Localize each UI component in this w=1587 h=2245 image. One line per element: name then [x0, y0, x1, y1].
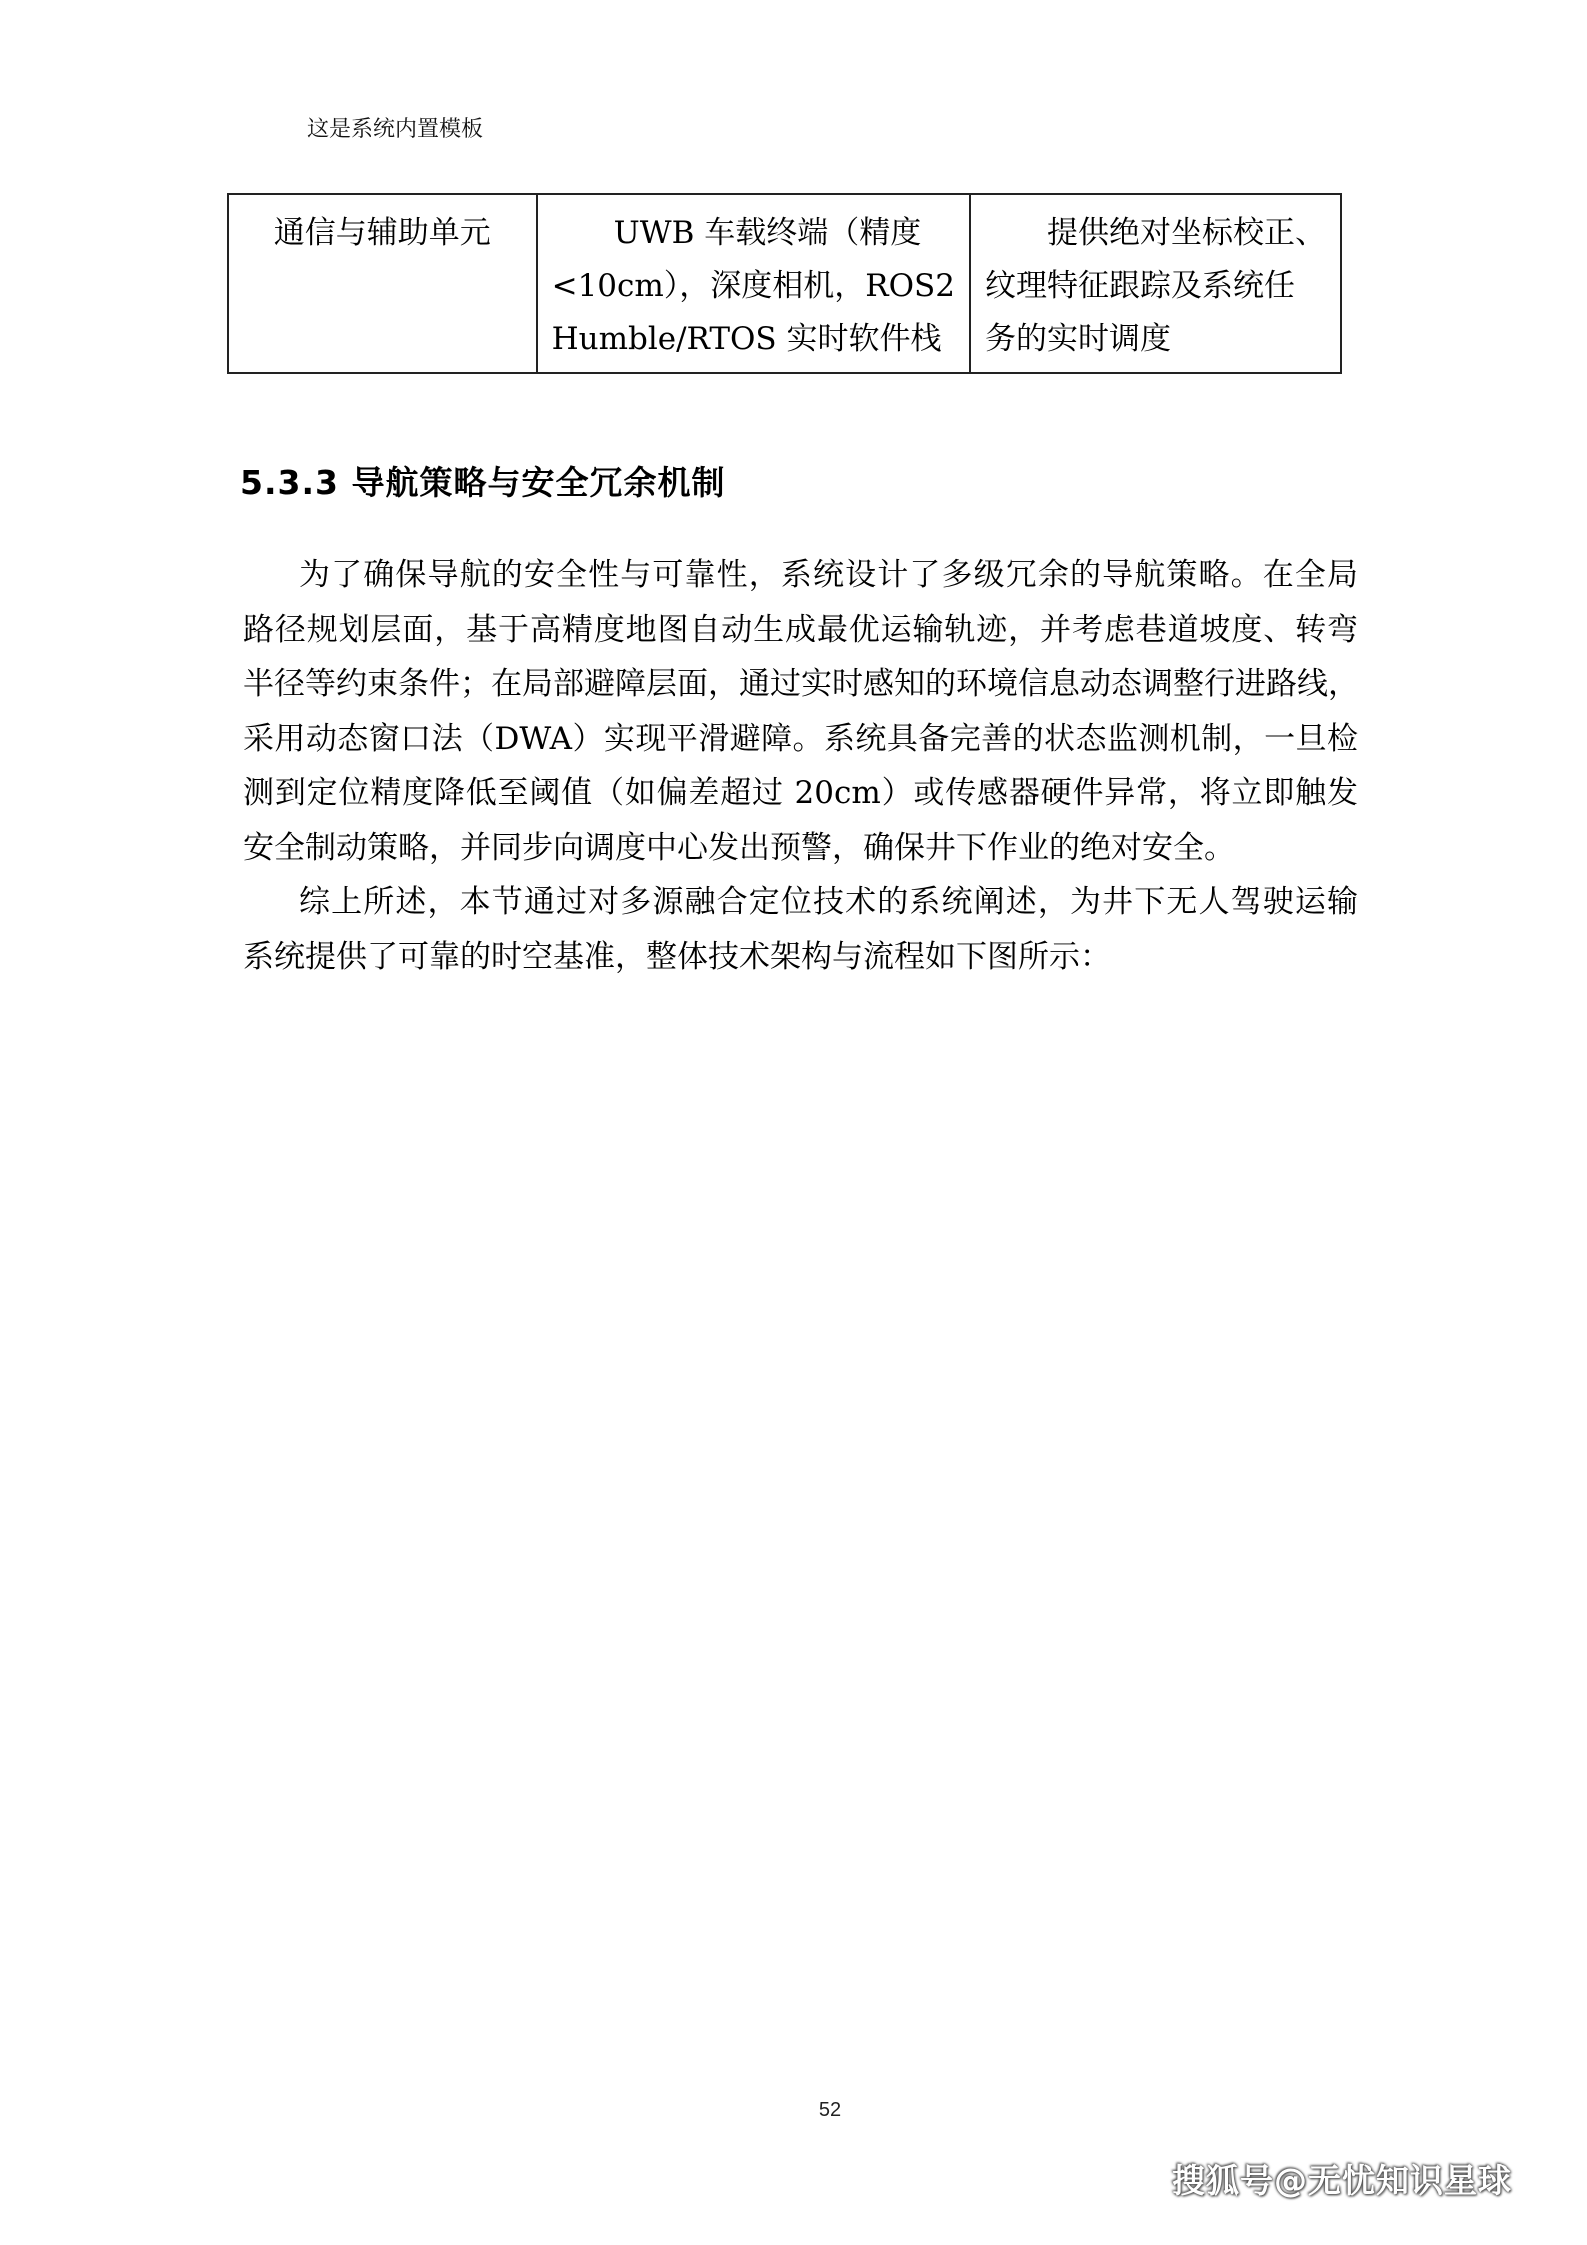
- paragraph-line: 安全制动策略，并同步向调度中心发出预警，确保井下作业的绝对安全。: [243, 829, 1235, 866]
- unit-name: 通信与辅助单元: [273, 215, 491, 251]
- components-line: <10cm），深度相机，ROS2: [551, 268, 955, 304]
- watermark-text: 搜狐号@无忧知识星球: [1172, 2161, 1512, 2200]
- paragraph-2: [243, 875, 1358, 984]
- paragraph-line: 测到定位精度降低至阈值（如偏差超过 20cm）或传感器硬件异常，将立即触发: [243, 775, 1358, 811]
- function-line: 务的实时调度: [985, 321, 1171, 357]
- paragraph-line: 系统提供了可靠的时空基准，整体技术架构与流程如下图所示：: [243, 938, 1111, 975]
- paragraph-line: 为了确保导航的安全性与可靠性，系统设计了多级冗余的导航策略。在全局: [299, 557, 1358, 593]
- page-number: 52: [818, 2099, 842, 2121]
- components-cell: [537, 194, 970, 373]
- header-note: 这是系统内置模板: [307, 117, 484, 142]
- paragraph-line: 综上所述，本节通过对多源融合定位技术的系统阐述，为井下无人驾驶运输: [299, 884, 1358, 920]
- section-heading: 5.3.3 导航策略与安全冗余机制: [240, 463, 726, 502]
- unit-name-cell: [228, 194, 537, 373]
- function-line: 纹理特征跟踪及系统任: [985, 268, 1295, 304]
- components-line: UWB 车载终端（精度: [613, 215, 922, 251]
- function-cell: [970, 194, 1341, 373]
- paragraph-line: 路径规划层面，基于高精度地图自动生成最优运输轨迹，并考虑巷道坡度、转弯: [243, 611, 1358, 648]
- paragraph-1: [243, 548, 1358, 875]
- function-line: 提供绝对坐标校正、: [1047, 215, 1326, 251]
- components-line: Humble/RTOS 实时软件栈: [551, 321, 942, 357]
- table-row: [228, 194, 1341, 373]
- paragraph-line: 半径等约束条件；在局部避障层面，通过实时感知的环境信息动态调整行进路线，: [243, 666, 1359, 702]
- watermark: [1127, 2155, 1587, 2245]
- paragraph-line: 采用动态窗口法（DWA）实现平滑避障。系统具备完善的状态监测机制，一旦检: [243, 720, 1358, 757]
- spec-table: [227, 193, 1342, 374]
